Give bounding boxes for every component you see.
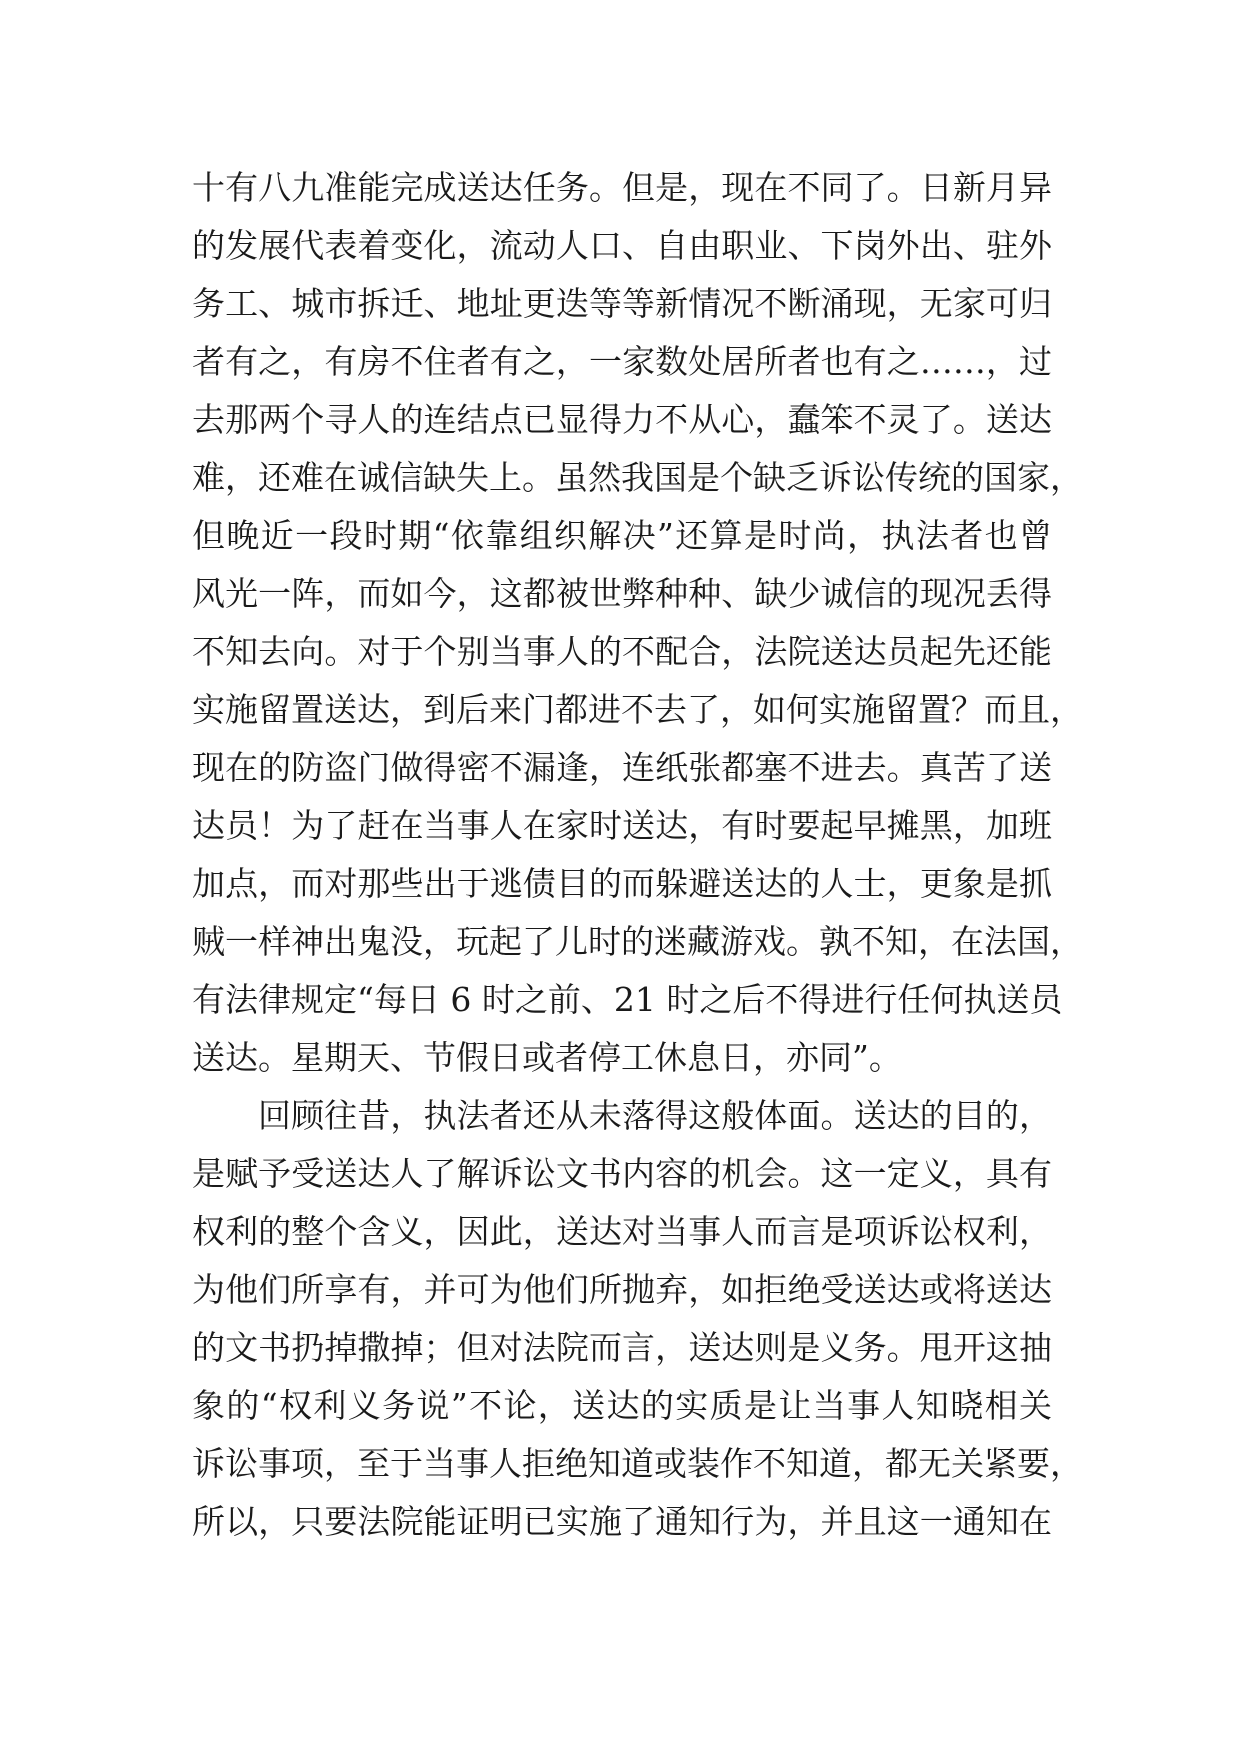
text-line: 现在的防盗门做得密不漏逢，连纸张都塞不进去。真苦了送 <box>192 748 1052 787</box>
text-line: 去那两个寻人的连结点已显得力不从心，蠢笨不灵了。送达 <box>192 400 1052 439</box>
text-line: 回顾往昔，执法者还从未落得这般体面。送达的目的， <box>258 1096 1052 1135</box>
text-line: 难，还难在诚信缺失上。虽然我国是个缺乏诉讼传统的国家， <box>192 458 1083 497</box>
text-line: 送达。星期天、节假日或者停工休息日，亦同”。 <box>192 1038 902 1077</box>
text-line: 但晚近一段时期“依靠组织解决”还算是时尚，执法者也曾 <box>192 516 1052 555</box>
text-line: 的发展代表着变化，流动人口、自由职业、下岗外出、驻外 <box>192 226 1052 265</box>
text-line: 达员！为了赶在当事人在家时送达，有时要起早摊黑，加班 <box>192 806 1052 845</box>
text-line: 象的“权利义务说”不论，送达的实质是让当事人知晓相关 <box>192 1386 1052 1425</box>
text-line: 务工、城市拆迁、地址更迭等等新情况不断涌现，无家可归 <box>192 284 1052 323</box>
text-line: 权利的整个含义，因此，送达对当事人而言是项诉讼权利， <box>192 1212 1052 1251</box>
text-line: 有法律规定“每日 6 时之前、21 时之后不得进行任何执送员 <box>192 980 1063 1019</box>
text-line: 不知去向。对于个别当事人的不配合，法院送达员起先还能 <box>192 632 1052 671</box>
text-line: 诉讼事项，至于当事人拒绝知道或装作不知道，都无关紧要， <box>192 1444 1083 1483</box>
text-line: 加点，而对那些出于逃债目的而躲避送达的人士，更象是抓 <box>192 864 1052 903</box>
text-line: 者有之，有房不住者有之，一家数处居所者也有之……，过 <box>192 342 1052 381</box>
body-text <box>192 159 1083 1551</box>
text-line: 十有八九准能完成送达任务。但是，现在不同了。日新月异 <box>192 168 1052 207</box>
text-line: 贼一样神出鬼没，玩起了儿时的迷藏游戏。孰不知，在法国， <box>192 922 1083 961</box>
text-line: 的文书扔掉撒掉；但对法院而言，送达则是义务。甩开这抽 <box>192 1328 1052 1367</box>
text-line: 为他们所享有，并可为他们所抛弃，如拒绝受送达或将送达 <box>192 1270 1052 1309</box>
text-line: 是赋予受送达人了解诉讼文书内容的机会。这一定义，具有 <box>192 1154 1052 1193</box>
text-line: 风光一阵，而如今，这都被世弊种种、缺少诚信的现况丢得 <box>192 574 1052 613</box>
paragraph-2 <box>192 1087 1083 1551</box>
paragraph-1 <box>192 159 1083 1087</box>
text-line: 所以，只要法院能证明已实施了通知行为，并且这一通知在 <box>192 1502 1052 1541</box>
text-line: 实施留置送达，到后来门都进不去了，如何实施留置？而且， <box>192 690 1083 729</box>
